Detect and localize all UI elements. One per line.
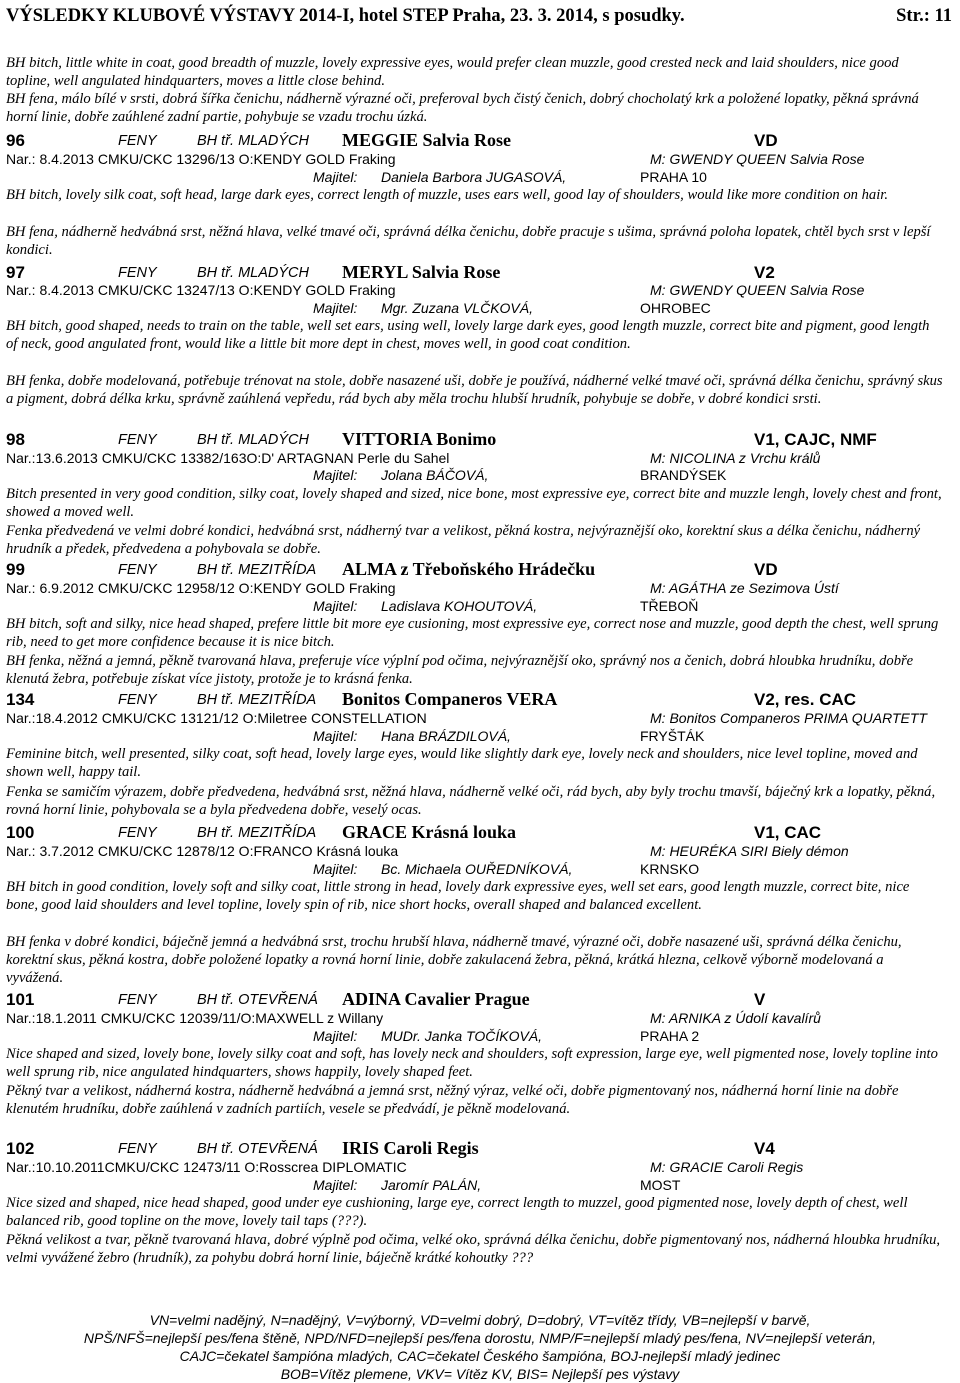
sex-label: FENY bbox=[118, 133, 157, 149]
dog-name: IRIS Caroli Regis bbox=[342, 1138, 479, 1158]
sex-label: FENY bbox=[118, 992, 157, 1008]
registration: Nar.: 3.7.2012 CMKU/CKC 12878/12 O:FRANCO Krásná louka bbox=[6, 843, 399, 859]
catalog-number: 134 bbox=[6, 690, 35, 709]
grade: V bbox=[754, 990, 766, 1009]
class-label: BH tř. OTEVŘENÁ bbox=[197, 992, 318, 1008]
owner-label: Majitel: bbox=[313, 300, 358, 316]
abbreviations-legend bbox=[0, 1311, 960, 1383]
registration: Nar.: 8.4.2013 CMKU/CKC 13247/13 O:KENDY GOLD Fraking bbox=[6, 282, 396, 298]
owner-label: Majitel: bbox=[313, 169, 358, 185]
sex-label: FENY bbox=[118, 1141, 157, 1157]
dog-name: VITTORIA Bonimo bbox=[342, 429, 497, 449]
grade: VD bbox=[754, 560, 778, 579]
dog-name: ADINA Cavalier Prague bbox=[342, 989, 530, 1009]
legend-line: CAJC=čekatel šampióna mladých, CAC=čekatel Českého šampióna, BOJ-nejlepší mladý jedinec bbox=[179, 1348, 781, 1364]
dog-name: GRACE Krásná louka bbox=[342, 822, 517, 842]
registration: Nar.: 6.9.2012 CMKU/CKC 12958/12 O:KENDY GOLD Fraking bbox=[6, 580, 396, 596]
grade: V2 bbox=[754, 263, 775, 282]
owner-line bbox=[0, 1177, 960, 1195]
owner-city: OHROBEC bbox=[640, 300, 711, 316]
owner-city: PRAHA 10 bbox=[640, 169, 707, 185]
owner-city: FRYŠTÁK bbox=[640, 728, 705, 744]
mother: M: HEURÉKA SIRI Biely démon bbox=[650, 843, 849, 859]
intro-review-en: BH bitch, little white in coat, good breadth of muzzle, lovely expressive eyes, would prefer clean muzzle, good crested neck and laid shoulders, nice good topline, well angulated hindquarters, moves a little close behind. bbox=[6, 55, 899, 89]
dog-name: MERYL Salvia Rose bbox=[342, 262, 501, 282]
review-cz: BH fenka, něžná a jemná, pěkně tvarovaná hlava, preferuje více výplní pod očima, nejvýraznější oko, správný nos a čenich, dobrá hloubka hrudníku, dobře klenutá žebra, potřebuje získat více jistoty, protože je to krásná fenka. bbox=[6, 653, 914, 687]
dog-name: MEGGIE Salvia Rose bbox=[342, 130, 512, 150]
class-label: BH tř. OTEVŘENÁ bbox=[197, 1141, 318, 1157]
owner-city: BRANDÝSEK bbox=[640, 467, 727, 483]
owner-label: Majitel: bbox=[313, 861, 358, 877]
intro-review-cz: BH fena, málo bílé v srsti, dobrá šířka čenichu, nádherně výrazné oči, preferoval bych čistý čenich, dobrý chocholatý krk a položené lopatky, pěkná správná horní linie, dobře zaúhlené zadní partie, pohybuje se vzadu trochu úzká. bbox=[6, 91, 919, 125]
owner-line bbox=[0, 467, 960, 485]
registration-line bbox=[6, 843, 960, 861]
catalog-number: 99 bbox=[6, 560, 25, 579]
registration-line bbox=[6, 450, 960, 468]
owner-city: MOST bbox=[640, 1177, 681, 1193]
legend-line: VN=velmi nadějný, N=nadějný, V=výborný, VD=velmi dobrý, D=dobrý, VT=vítěz třídy, VB=nejlepší v barvě, bbox=[149, 1312, 811, 1328]
registration: Nar.:13.6.2013 CMKU/CKC 13382/163O:D' ARTAGNAN Perle du Sahel bbox=[6, 450, 450, 466]
owner-city: TŘEBOŇ bbox=[640, 598, 699, 614]
owner-line bbox=[0, 169, 960, 187]
catalog-number: 101 bbox=[6, 990, 35, 1009]
page-title: VÝSLEDKY KLUBOVÉ VÝSTAVY 2014-I, hotel STEP Praha, 23. 3. 2014, s posudky. bbox=[6, 6, 685, 26]
review-cz: BH fena, nádherně hedvábná srst, něžná hlava, velké tmavé oči, správná délka čenichu, dobře pracuje s ušima, správná poloha lopatek, chtěl bych srst v lepší kondici. bbox=[6, 224, 931, 258]
mother: M: AGÁTHA ze Sezimova Ústí bbox=[650, 580, 839, 596]
entry-header bbox=[0, 822, 960, 844]
review-cz: BH fenka, dobře modelovaná, potřebuje trénovat na stole, dobře nasazené uši, dobře je používá, nádherné velké tmavé oči, správná délka čenichu, správný skus a pigment, dobrá délka krku, správně zaúhlená vepředu, rád bych aby měla trochu hlubší hrudník, pohybuje se dobře, v dobré kondici srsti. bbox=[6, 373, 943, 407]
entry-header bbox=[0, 559, 960, 581]
entry-header bbox=[0, 429, 960, 451]
mother: M: GRACIE Caroli Regis bbox=[650, 1159, 804, 1175]
owner-city: PRAHA 2 bbox=[640, 1028, 700, 1044]
registration: Nar.:10.10.2011CMKU/CKC 12473/11 O:Rosscrea DIPLOMATIC bbox=[6, 1159, 407, 1175]
review-en: BH bitch, good shaped, needs to train on the table, well set ears, using well, lovely large dark eyes, good length muzzle, correct bite and pigment, good length of neck, good angulated front, would like a little bit more dept in chest, moves well, in good coat condition. bbox=[6, 318, 930, 352]
mother: M: GWENDY QUEEN Salvia Rose bbox=[650, 151, 865, 167]
registration-line bbox=[6, 580, 960, 598]
owner-name: Mgr. Zuzana VLČKOVÁ, bbox=[381, 300, 533, 316]
catalog-number: 102 bbox=[6, 1139, 35, 1158]
class-label: BH tř. MLADÝCH bbox=[197, 432, 309, 448]
owner-name: Hana BRÁZDILOVÁ, bbox=[381, 728, 511, 744]
page-number: Str.: 11 bbox=[896, 6, 952, 26]
entry-header bbox=[0, 130, 960, 152]
registration-line bbox=[6, 151, 960, 169]
entry-header bbox=[0, 689, 960, 711]
registration-line bbox=[6, 1159, 960, 1177]
owner-label: Majitel: bbox=[313, 1177, 358, 1193]
class-label: BH tř. MLADÝCH bbox=[197, 133, 309, 149]
registration: Nar.:18.4.2012 CMKU/CKC 13121/12 O:Miletree CONSTELLATION bbox=[6, 710, 427, 726]
grade: V2, res. CAC bbox=[754, 690, 857, 709]
grade: V1, CAC bbox=[754, 823, 822, 842]
owner-label: Majitel: bbox=[313, 467, 358, 483]
owner-line bbox=[0, 598, 960, 616]
review-cz: Fenka se samičím výrazem, dobře předvedena, hedvábná srst, něžná hlava, nádherně velké oči, rád bych, aby byly trochu tmavší, báječný krk a lopatky, pěkná, rovná horní linie, pohybovala se a byla předvedena dobře, veselý ocas. bbox=[6, 784, 936, 818]
owner-label: Majitel: bbox=[313, 1028, 358, 1044]
sex-label: FENY bbox=[118, 265, 157, 281]
review-en: BH bitch, lovely silk coat, soft head, large dark eyes, correct length of muzzle, uses ears well, good lay of shoulders, would like more condition on hair. bbox=[6, 187, 888, 203]
legend-line: NPŠ/NFŠ=nejlepší pes/fena štěně, NPD/NFD=nejlepší pes/fena dorostu, NMP/F=nejlepší mladý pes/fena, NV=nejlepší veterán, bbox=[83, 1330, 877, 1346]
entry-header bbox=[0, 989, 960, 1011]
mother: M: GWENDY QUEEN Salvia Rose bbox=[650, 282, 865, 298]
dog-name: Bonitos Companeros VERA bbox=[342, 689, 558, 709]
review-en: BH bitch, soft and silky, nice head shaped, prefere little bit more eye cusioning, most expressive eye, correct nose and muzzle, good depth the chest, well sprung rib, need to get more confidence because it is nice bitch. bbox=[6, 616, 939, 650]
registration-line bbox=[6, 1010, 960, 1028]
review-cz: Fenka předvedená ve velmi dobré kondici, hedvábná srst, nádherný tvar a velikost, pěkná kostra, nejvýraznější oko, korektní skus a délka čenichu, nádherný hrudník a předek, předvedena a pohybovala se dobře. bbox=[6, 523, 921, 557]
page-header bbox=[6, 6, 956, 28]
registration-line bbox=[6, 710, 960, 728]
review-en: Feminine bitch, well presented, silky coat, soft head, lovely large eyes, would like slightly dark eye, lovely neck and shoulders, nice level topline, moved and shown well, happy tail. bbox=[6, 746, 918, 780]
owner-city: KRNSKO bbox=[640, 861, 700, 877]
owner-name: Daniela Barbora JUGASOVÁ, bbox=[381, 169, 567, 185]
registration-line bbox=[6, 282, 960, 300]
mother: M: ARNIKA z Údolí kavalírů bbox=[650, 1010, 821, 1026]
owner-name: MUDr. Janka TOČÍKOVÁ, bbox=[381, 1028, 543, 1044]
sex-label: FENY bbox=[118, 825, 157, 841]
owner-line bbox=[0, 300, 960, 318]
owner-name: Ladislava KOHOUTOVÁ, bbox=[381, 598, 538, 614]
mother: M: Bonitos Companeros PRIMA QUARTETT bbox=[650, 710, 927, 726]
class-label: BH tř. MEZITŘÍDA bbox=[197, 562, 317, 578]
grade: V1, CAJC, NMF bbox=[754, 430, 877, 449]
owner-name: Bc. Michaela OUŘEDNÍKOVÁ, bbox=[381, 861, 573, 877]
registration: Nar.:18.1.2011 CMKU/CKC 12039/11/O:MAXWELL z Willany bbox=[6, 1010, 384, 1026]
owner-line bbox=[0, 1028, 960, 1046]
registration: Nar.: 8.4.2013 CMKU/CKC 13296/13 O:KENDY GOLD Fraking bbox=[6, 151, 396, 167]
catalog-number: 98 bbox=[6, 430, 25, 449]
sex-label: FENY bbox=[118, 432, 157, 448]
review-cz: BH fenka v dobré kondici, báječně jemná a hedvábná srst, trochu hrubší hlava, nádherně tmavé, výrazné oči, dobře nasazené uši, správná délka čenichu, korektní skus, pěkná kostra, dobře položené lopatky a rovná horní linie, dobře zakulacená žebra, pěkná, krátká hlezna, celkově výborně modelovaná a vyvážená. bbox=[6, 934, 902, 986]
owner-line bbox=[0, 861, 960, 879]
class-label: BH tř. MLADÝCH bbox=[197, 265, 309, 281]
entry-header bbox=[0, 262, 960, 284]
catalog-number: 97 bbox=[6, 263, 25, 282]
entry-header bbox=[0, 1138, 960, 1160]
catalog-number: 100 bbox=[6, 823, 35, 842]
catalog-number: 96 bbox=[6, 131, 25, 150]
review-cz: Pěkný tvar a velikost, nádherná kostra, nádherně hedvábná a jemná srst, něžný výraz, velké oči, dobře pigmentovaný nos, nádherná horní linie na dobře klenutém hrudníku, dobře zaúhlená v zadních partiích, vesele se předvádí, je pěkně modelovaná. bbox=[6, 1083, 899, 1117]
grade: VD bbox=[754, 131, 778, 150]
class-label: BH tř. MEZITŘÍDA bbox=[197, 692, 317, 708]
owner-name: Jolana BÁČOVÁ, bbox=[381, 467, 489, 483]
class-label: BH tř. MEZITŘÍDA bbox=[197, 825, 317, 841]
owner-label: Majitel: bbox=[313, 598, 358, 614]
legend-line: BOB=Vítěz plemene, VKV= Vítěz KV, BIS= Nejlepší pes výstavy bbox=[280, 1366, 680, 1382]
sex-label: FENY bbox=[118, 692, 157, 708]
review-en: BH bitch in good condition, lovely soft and silky coat, little strong in head, lovely dark expressive eyes, well set ears, good length muzzle, correct bite, nice bone, good laid shoulders and level topline, lovely spin of rib, nice short hocks, overall shaped and balanced excellent. bbox=[6, 879, 910, 913]
review-en: Nice shaped and sized, lovely bone, lovely silky coat and soft, has lovely neck and shoulders, soft expression, large eye, well pigmented nose, lovely topline into well sprung rib, nice angulated hindquarters, shows happily, lovely shaped feet. bbox=[6, 1046, 938, 1080]
owner-name: Jaromír PALÁN, bbox=[381, 1177, 482, 1193]
owner-line bbox=[0, 728, 960, 746]
review-cz: Pěkná velikost a tvar, pěkně tvarovaná hlava, dobré výplně pod očima, velké oko, správná délka čenichu, dobře pigmentovaný nos, nádherná hloubka hrudníku, velmi vyvážené žebro (hrudník), za pohybu dobrá horní linie, báječně krátké kohoutky ??? bbox=[6, 1232, 941, 1266]
dog-name: ALMA z Třeboňského Hrádečku bbox=[342, 559, 596, 579]
grade: V4 bbox=[754, 1139, 775, 1158]
review-en: Bitch presented in very good condition, silky coat, lovely shaped and sized, nice bone, most expressive eye, correct bite and muzzle lengh, lovely chest and front, showed a moved well. bbox=[6, 486, 942, 520]
mother: M: NICOLINA z Vrchu králů bbox=[650, 450, 821, 466]
review-en: Nice sized and shaped, nice head shaped, good under eye cushioning, large eye, correct length to muzzel, good pigmented nose, lovely depth of chest, well balanced rib, good topline on the move, lovely tail taps (???). bbox=[6, 1195, 908, 1229]
sex-label: FENY bbox=[118, 562, 157, 578]
owner-label: Majitel: bbox=[313, 728, 358, 744]
